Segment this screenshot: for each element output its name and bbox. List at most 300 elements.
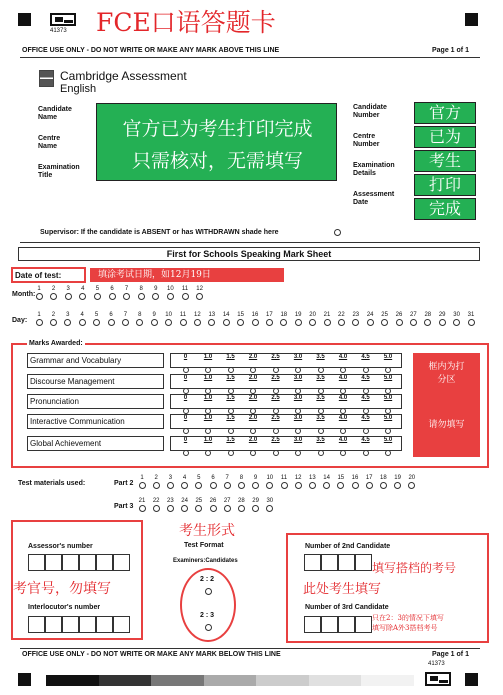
month-bubble[interactable] (152, 293, 159, 300)
day-number: 5 (94, 312, 99, 318)
score-value: 3.5 (316, 375, 325, 381)
pre-printed-note-line1: 官方已为考生打印完成 (122, 118, 313, 140)
day-number: 13 (208, 312, 216, 318)
partner-note-line2: 此处考生填写 (303, 578, 381, 597)
month-number: 9 (154, 286, 158, 292)
interlocutor-label: Interlocutor's number (28, 604, 101, 611)
criterion-row (27, 353, 407, 368)
part2-bubble[interactable] (266, 482, 273, 489)
score-option[interactable] (198, 437, 219, 461)
score-value: 2.0 (248, 415, 258, 421)
part3-number: 27 (223, 498, 231, 504)
part3-number: 22 (152, 498, 160, 504)
criterion-name: Grammar and Vocabulary (27, 353, 164, 368)
score-bubble[interactable] (385, 367, 391, 373)
score-value: 1.0 (203, 375, 213, 381)
criterion-row (27, 414, 407, 429)
part3-bubble[interactable] (252, 505, 259, 512)
month-bubble[interactable] (109, 293, 116, 300)
second-candidate-digit-cell[interactable] (338, 554, 355, 571)
part2-number: 7 (225, 475, 229, 481)
corner-mark-bottom-right (465, 673, 478, 686)
score-option[interactable] (310, 437, 331, 461)
score-option[interactable] (355, 437, 376, 461)
interlocutor-digit-cell[interactable] (79, 616, 96, 633)
third-note-line2: 填写除A外3搭档考号 (372, 624, 438, 632)
day-bubble[interactable] (237, 319, 244, 326)
part2-number: 14 (323, 475, 330, 481)
second-candidate-digit-cell[interactable] (321, 554, 338, 571)
day-number: 11 (179, 312, 187, 318)
score-value: 3.5 (316, 415, 325, 421)
part2-bubble[interactable] (224, 482, 231, 489)
marks-awarded-label: Marks Awarded: (29, 340, 83, 347)
day-selector (34, 312, 479, 328)
score-value: 4.5 (361, 354, 370, 360)
part2-number: 6 (211, 475, 215, 481)
month-number: 5 (95, 286, 100, 292)
interlocutor-digit-cell[interactable] (62, 616, 79, 633)
score-bubble[interactable] (318, 428, 324, 434)
centre-number-label: Centre Number (353, 133, 380, 148)
month-bubble[interactable] (167, 293, 174, 300)
second-candidate-digit-cell[interactable] (355, 554, 372, 571)
materials-label: Test materials used: (18, 480, 86, 487)
day-number: 29 (438, 312, 446, 318)
third-note-line1: 只在2：3的情况下填写 (372, 614, 444, 622)
day-number: 31 (467, 312, 475, 318)
month-bubble[interactable] (182, 293, 189, 300)
score-value: 5.0 (383, 395, 393, 401)
corner-mark-bottom-left (18, 673, 31, 686)
score-bubble[interactable] (273, 428, 279, 434)
part2-bubble[interactable] (352, 482, 359, 489)
score-bubble[interactable] (385, 450, 391, 456)
part2-bubble[interactable] (167, 482, 174, 489)
pre-printed-info-box (96, 103, 337, 181)
day-bubble[interactable] (194, 319, 201, 326)
green-cell: 已为 (414, 126, 476, 148)
day-bubble[interactable] (468, 319, 475, 326)
month-number: 4 (81, 286, 85, 292)
day-number: 28 (424, 312, 432, 318)
score-bubble[interactable] (205, 450, 211, 456)
score-value: 3.5 (316, 437, 325, 443)
score-value: 0 (183, 354, 188, 360)
page-number-bottom: Page 1 of 1 (432, 651, 469, 658)
score-value: 2.5 (271, 415, 280, 421)
score-value: 1.0 (203, 415, 213, 421)
day-number: 27 (410, 312, 417, 318)
part2-bubble[interactable] (252, 482, 259, 489)
top-rule (20, 57, 480, 58)
bottom-rule (20, 648, 480, 649)
part2-bubble[interactable] (295, 482, 302, 489)
day-bubble[interactable] (79, 319, 86, 326)
score-option[interactable] (333, 437, 354, 461)
score-value: 1.0 (203, 395, 213, 401)
score-bubble[interactable] (273, 450, 279, 456)
score-bubble[interactable] (295, 450, 301, 456)
part3-bubble[interactable] (153, 505, 160, 512)
criterion-row (27, 436, 407, 451)
part2-bubble[interactable] (309, 482, 316, 489)
score-value: 2.5 (271, 395, 280, 401)
score-value: 2.5 (271, 375, 280, 381)
month-selector (34, 286, 224, 302)
green-cell: 官方 (414, 102, 476, 124)
part2-number: 1 (140, 475, 144, 481)
section-rule (20, 242, 480, 243)
part2-label: Part 2 (114, 480, 134, 487)
month-number: 11 (181, 286, 189, 292)
score-value: 4.5 (361, 395, 370, 401)
part3-number: 25 (195, 498, 203, 504)
part3-bubble[interactable] (238, 505, 245, 512)
centre-name-label: Centre Name (38, 135, 61, 150)
candidate-name-label: Candidate Name (38, 106, 72, 121)
interlocutor-digit-cell[interactable] (113, 616, 130, 633)
month-label: Month: (12, 291, 36, 298)
day-number: 6 (109, 312, 113, 318)
day-number: 1 (37, 312, 41, 318)
absent-bubble[interactable] (334, 229, 341, 236)
part3-label: Part 3 (114, 503, 134, 510)
part2-bubble[interactable] (281, 482, 288, 489)
score-value: 2.5 (271, 354, 280, 360)
day-bubble[interactable] (367, 319, 374, 326)
test-format-label: Test Format (184, 542, 224, 549)
day-bubble[interactable] (151, 319, 158, 326)
part3-number: 28 (238, 498, 245, 504)
part3-bubble[interactable] (266, 505, 273, 512)
score-value: 3.5 (316, 354, 325, 360)
part3-bubble[interactable] (195, 505, 202, 512)
part3-number: 23 (167, 498, 174, 504)
month-bubble[interactable] (94, 293, 101, 300)
assessor-digit-cell[interactable] (28, 554, 45, 571)
score-option[interactable] (175, 437, 196, 461)
code-bottom: 41373 (428, 661, 445, 667)
score-value: 0 (183, 375, 188, 381)
day-bubble[interactable] (180, 319, 187, 326)
score-value: 2.0 (248, 395, 258, 401)
score-bubble[interactable] (385, 428, 391, 434)
day-bubble[interactable] (324, 319, 331, 326)
score-value: 4.5 (361, 375, 370, 381)
criterion-name: Pronunciation (27, 394, 164, 409)
part3-number: 29 (252, 498, 259, 504)
score-value: 3.0 (293, 395, 303, 401)
score-bubble[interactable] (363, 367, 369, 373)
part2-number: 2 (154, 475, 158, 481)
month-bubble[interactable] (50, 293, 57, 300)
examiners-candidates-label: Examiners:Candidates (173, 558, 238, 564)
day-bubble[interactable] (295, 319, 302, 326)
score-value: 1.5 (226, 395, 235, 401)
format-2-3-label: 2 : 3 (200, 612, 215, 619)
part2-number: 5 (197, 475, 201, 481)
green-cell: 完成 (414, 198, 476, 220)
day-bubble[interactable] (352, 319, 359, 326)
month-bubble[interactable] (36, 293, 43, 300)
format-2-3-bubble[interactable] (205, 624, 212, 631)
assessor-digit-cell[interactable] (45, 554, 62, 571)
pre-printed-right-column (414, 102, 476, 220)
day-label: Day: (12, 317, 28, 324)
score-value: 5.0 (383, 415, 393, 421)
month-bubble[interactable] (196, 293, 203, 300)
score-option[interactable] (378, 437, 399, 461)
day-bubble[interactable] (309, 319, 316, 326)
day-number: 14 (222, 312, 230, 318)
format-2-2-label: 2 : 2 (200, 576, 215, 583)
part3-bubble[interactable] (224, 505, 231, 512)
page-number-top: Page 1 of 1 (432, 47, 469, 54)
marks-note-top: 框内为打分区 (428, 362, 465, 385)
part2-bubble[interactable] (181, 482, 188, 489)
score-value: 5.0 (383, 354, 393, 360)
score-value: 2.5 (271, 437, 280, 443)
score-bubble[interactable] (295, 428, 301, 434)
day-bubble[interactable] (280, 319, 287, 326)
day-bubble[interactable] (36, 319, 43, 326)
score-bubble[interactable] (228, 367, 234, 373)
month-bubble[interactable] (123, 293, 130, 300)
day-number: 22 (338, 312, 345, 318)
score-bubble[interactable] (250, 367, 256, 373)
day-number: 24 (366, 312, 374, 318)
part2-number: 11 (280, 475, 288, 481)
cambridge-crest-icon (39, 70, 54, 87)
day-number: 9 (152, 312, 156, 318)
part3-bubble[interactable] (210, 505, 217, 512)
part3-bubble[interactable] (139, 505, 146, 512)
day-bubble[interactable] (136, 319, 143, 326)
score-value: 2.0 (248, 354, 258, 360)
score-value: 3.0 (293, 415, 303, 421)
brand-sub: English (60, 83, 97, 95)
score-value: 4.0 (338, 395, 348, 401)
part2-number: 19 (394, 475, 401, 481)
part3-number: 24 (181, 498, 188, 504)
day-number: 2 (51, 312, 56, 318)
day-bubble[interactable] (381, 319, 388, 326)
score-value: 0 (183, 437, 188, 443)
month-number: 6 (110, 286, 114, 292)
sheet-title: First for Schools Speaking Mark Sheet (18, 247, 480, 261)
day-number: 30 (453, 312, 460, 318)
day-bubble[interactable] (338, 319, 345, 326)
score-bubble[interactable] (340, 450, 346, 456)
score-bubble[interactable] (250, 450, 256, 456)
score-bubble[interactable] (273, 367, 279, 373)
green-cell: 打印 (414, 174, 476, 196)
interlocutor-digit-cell[interactable] (28, 616, 45, 633)
part3-selector (137, 498, 307, 514)
score-bubble[interactable] (228, 428, 234, 434)
part3-number: 30 (266, 498, 274, 504)
day-number: 16 (251, 312, 259, 318)
second-candidate-label: Number of 2nd Candidate (305, 543, 391, 550)
code-top: 41373 (50, 28, 67, 34)
candidate-number-label: Candidate Number (353, 104, 387, 119)
score-value: 4.0 (338, 375, 348, 381)
day-number: 17 (266, 312, 273, 318)
score-option[interactable] (220, 437, 241, 461)
assessor-digit-cell[interactable] (62, 554, 79, 571)
score-bubble[interactable] (340, 367, 346, 373)
third-candidate-label: Number of 3rd Candidate (305, 604, 389, 611)
barcode-logo-top (50, 13, 76, 26)
third-candidate-digit-cell[interactable] (355, 616, 372, 633)
marks-note-bottom: 请勿填写 (428, 420, 465, 430)
score-value: 4.5 (361, 415, 370, 421)
format-2-2-bubble[interactable] (205, 588, 212, 595)
office-use-bottom: OFFICE USE ONLY - DO NOT WRITE OR MAKE ANY MARK BELOW THIS LINE (22, 651, 281, 658)
score-bubble[interactable] (228, 450, 234, 456)
score-value: 2.0 (248, 437, 258, 443)
day-bubble[interactable] (252, 319, 259, 326)
corner-mark-top-left (18, 13, 31, 26)
month-bubble[interactable] (79, 293, 86, 300)
score-value: 3.0 (293, 375, 303, 381)
month-number: 8 (139, 286, 143, 292)
part2-number: 8 (239, 475, 244, 481)
month-bubble[interactable] (138, 293, 145, 300)
day-bubble[interactable] (50, 319, 57, 326)
score-bubble[interactable] (183, 367, 189, 373)
assessor-note: 考官号，勿填写 (13, 578, 111, 598)
day-number: 19 (294, 312, 302, 318)
score-bubble[interactable] (295, 367, 301, 373)
part2-bubble[interactable] (195, 482, 202, 489)
assessor-digit-cell[interactable] (79, 554, 96, 571)
day-number: 8 (138, 312, 142, 318)
month-number: 1 (37, 286, 41, 292)
score-bubble[interactable] (318, 450, 324, 456)
day-number: 12 (194, 312, 201, 318)
score-bubble[interactable] (318, 367, 324, 373)
part3-number: 21 (138, 498, 146, 504)
interlocutor-digit-cell[interactable] (96, 616, 113, 633)
score-bubble[interactable] (183, 450, 189, 456)
score-value: 4.0 (338, 354, 348, 360)
day-bubble[interactable] (396, 319, 403, 326)
test-format-note: 考生形式 (179, 523, 235, 539)
score-value: 2.0 (248, 375, 258, 381)
score-bubble[interactable] (363, 450, 369, 456)
assessor-digit-cell[interactable] (96, 554, 113, 571)
month-number: 7 (124, 286, 129, 292)
marks-note-box (413, 353, 480, 457)
part2-number: 3 (168, 475, 173, 481)
score-value: 0 (183, 395, 188, 401)
score-bubble[interactable] (340, 428, 346, 434)
month-number: 3 (66, 286, 70, 292)
part2-bubble[interactable] (238, 482, 245, 489)
day-bubble[interactable] (223, 319, 230, 326)
day-bubble[interactable] (410, 319, 417, 326)
part2-number: 17 (365, 475, 373, 481)
corner-mark-top-right (465, 13, 478, 26)
interlocutor-digit-cell[interactable] (45, 616, 62, 633)
assessor-digit-cell[interactable] (113, 554, 130, 571)
part3-bubble[interactable] (181, 505, 188, 512)
score-value: 1.5 (226, 354, 235, 360)
day-bubble[interactable] (165, 319, 172, 326)
day-number: 7 (123, 312, 128, 318)
date-of-test-label: Date of test: (15, 271, 62, 280)
score-value: 4.0 (338, 415, 348, 421)
day-number: 18 (280, 312, 288, 318)
day-bubble[interactable] (266, 319, 273, 326)
day-bubble[interactable] (93, 319, 100, 326)
day-number: 3 (66, 312, 70, 318)
day-bubble[interactable] (64, 319, 71, 326)
part2-bubble[interactable] (323, 482, 330, 489)
pre-printed-note-line2: 只需核对，无需填写 (131, 150, 303, 172)
third-candidate-digit-cell[interactable] (338, 616, 355, 633)
score-bubble[interactable] (183, 428, 189, 434)
day-bubble[interactable] (424, 319, 431, 326)
score-value: 5.0 (383, 437, 393, 443)
supervisor-note: Supervisor: If the candidate is ABSENT or has WITHDRAWN shade here (40, 229, 279, 236)
score-option[interactable] (265, 437, 286, 461)
month-bubble[interactable] (65, 293, 72, 300)
day-bubble[interactable] (122, 319, 129, 326)
day-bubble[interactable] (453, 319, 460, 326)
day-bubble[interactable] (208, 319, 215, 326)
part2-number: 16 (351, 475, 359, 481)
part2-bubble[interactable] (394, 482, 401, 489)
score-value: 4.0 (338, 437, 348, 443)
part2-bubble[interactable] (139, 482, 146, 489)
score-bubble[interactable] (205, 428, 211, 434)
part2-bubble[interactable] (210, 482, 217, 489)
day-number: 15 (237, 312, 244, 318)
day-bubble[interactable] (439, 319, 446, 326)
part2-bubble[interactable] (337, 482, 344, 489)
score-value: 5.0 (383, 375, 393, 381)
score-option[interactable] (288, 437, 309, 461)
part3-bubble[interactable] (167, 505, 174, 512)
second-candidate-digit-cell[interactable] (304, 554, 321, 571)
page-title: FCE口语答题卡 (96, 8, 276, 37)
day-number: 26 (395, 312, 403, 318)
office-use-top: OFFICE USE ONLY - DO NOT WRITE OR MAKE ANY MARK ABOVE THIS LINE (22, 47, 280, 54)
score-option[interactable] (243, 437, 264, 461)
score-bubble[interactable] (250, 428, 256, 434)
day-bubble[interactable] (108, 319, 115, 326)
part2-bubble[interactable] (366, 482, 373, 489)
score-value: 1.5 (226, 437, 235, 443)
part2-selector (137, 475, 427, 491)
part2-bubble[interactable] (380, 482, 387, 489)
score-bubble[interactable] (363, 428, 369, 434)
part3-number: 26 (209, 498, 217, 504)
criterion-row (27, 374, 407, 389)
exam-details-label: Examination Details (353, 162, 395, 177)
part2-bubble[interactable] (153, 482, 160, 489)
day-number: 4 (80, 312, 84, 318)
score-bubble[interactable] (205, 367, 211, 373)
part2-bubble[interactable] (408, 482, 415, 489)
green-cell: 考生 (414, 150, 476, 172)
third-candidate-digit-cell[interactable] (321, 616, 338, 633)
third-candidate-digit-cell[interactable] (304, 616, 321, 633)
score-value: 1.5 (226, 415, 235, 421)
